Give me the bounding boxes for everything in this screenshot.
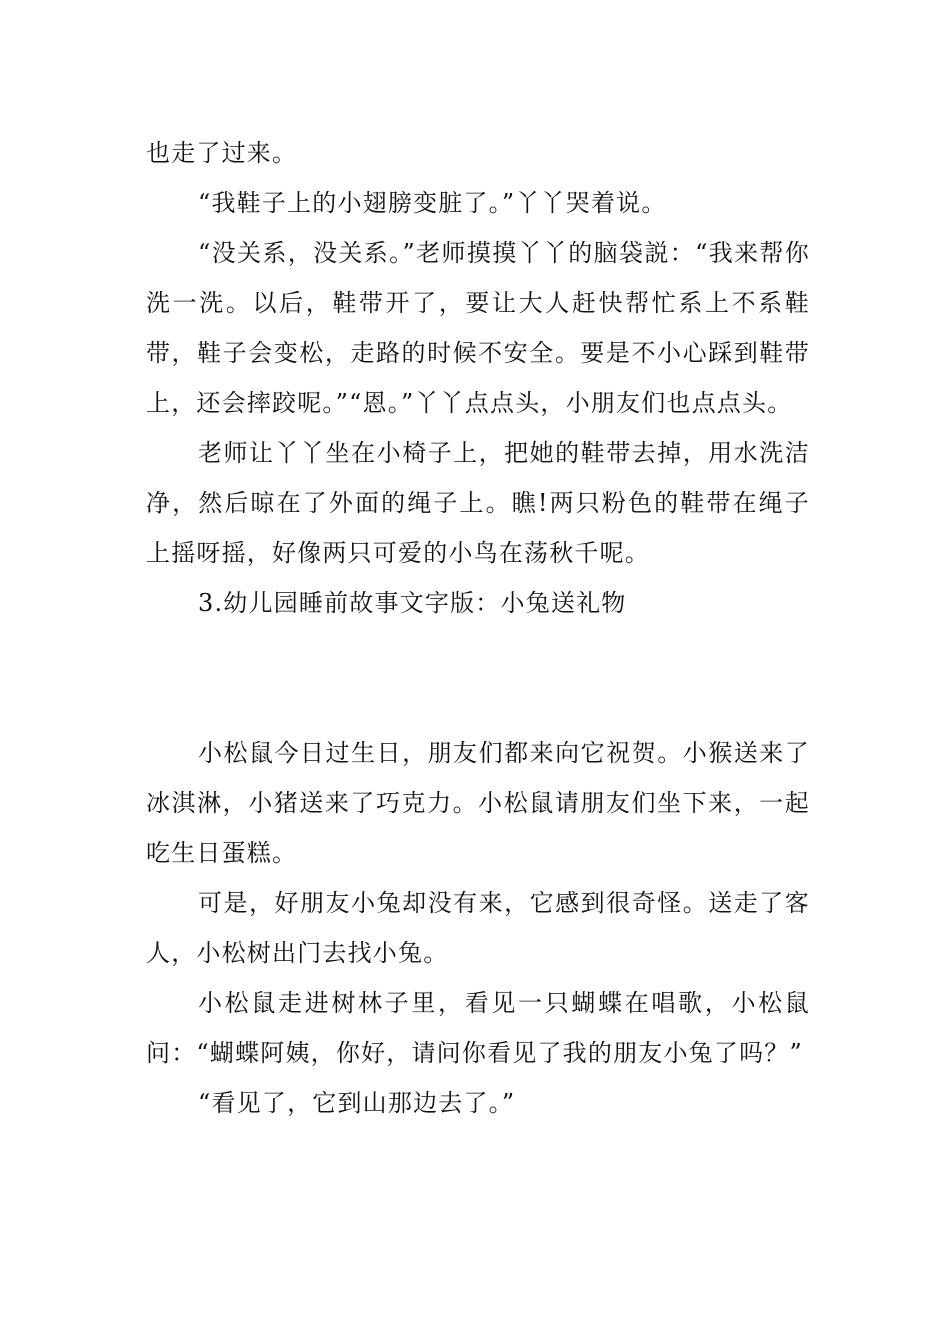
paragraph-shoelace-wash: 老师让丫丫坐在小椅子上，把她的鞋带去掉，用水洗洁净，然后晾在了外面的绳子上。瞧!两只粉色的鞋带在绳子上摇呀摇，好像两只可爱的小鸟在荡秋千呢。 — [146, 439, 810, 567]
story-text — [146, 128, 810, 1128]
paragraph-teacher-comfort: “没关系，没关系。”老师摸摸丫丫的脑袋説：“我来帮你洗一洗。以后，鞋带开了，要让大人赶快帮忙系上不系鞋带，鞋子会变松，走路的时候不安全。要是不小心踩到鞋带上，还会摔跤呢。”“恩。”丫丫点点头，小朋友们也点点头。 — [146, 239, 810, 417]
paragraph-butterfly: 小松鼠走进树林子里，看见一只蝴蝶在唱歌，小松鼠问：“蝴蝶阿姨，你好，请问你看见了我的朋友小兔了吗？” — [146, 989, 810, 1067]
paragraph-answer: “看见了，它到山那边去了。” — [198, 1089, 516, 1117]
paragraph-birthday: 小松鼠今日过生日，朋友们都来向它祝贺。小猴送来了冰淇淋，小猪送来了巧克力。小松鼠请朋友们坐下来，一起吃生日蛋糕。 — [146, 739, 810, 867]
section-heading: 3.幼儿园睡前故事文字版：小兔送礼物 — [198, 589, 627, 617]
paragraph-dialogue-crying: “我鞋子上的小翅膀变脏了。”丫丫哭着说。 — [198, 189, 667, 217]
section-gap — [146, 628, 810, 728]
paragraph-rabbit-missing: 可是，好朋友小兔却没有来，它感到很奇怪。送走了客人，小松树出门去找小兔。 — [146, 889, 810, 967]
paragraph-continuation: 也走了过来。 — [146, 139, 298, 167]
